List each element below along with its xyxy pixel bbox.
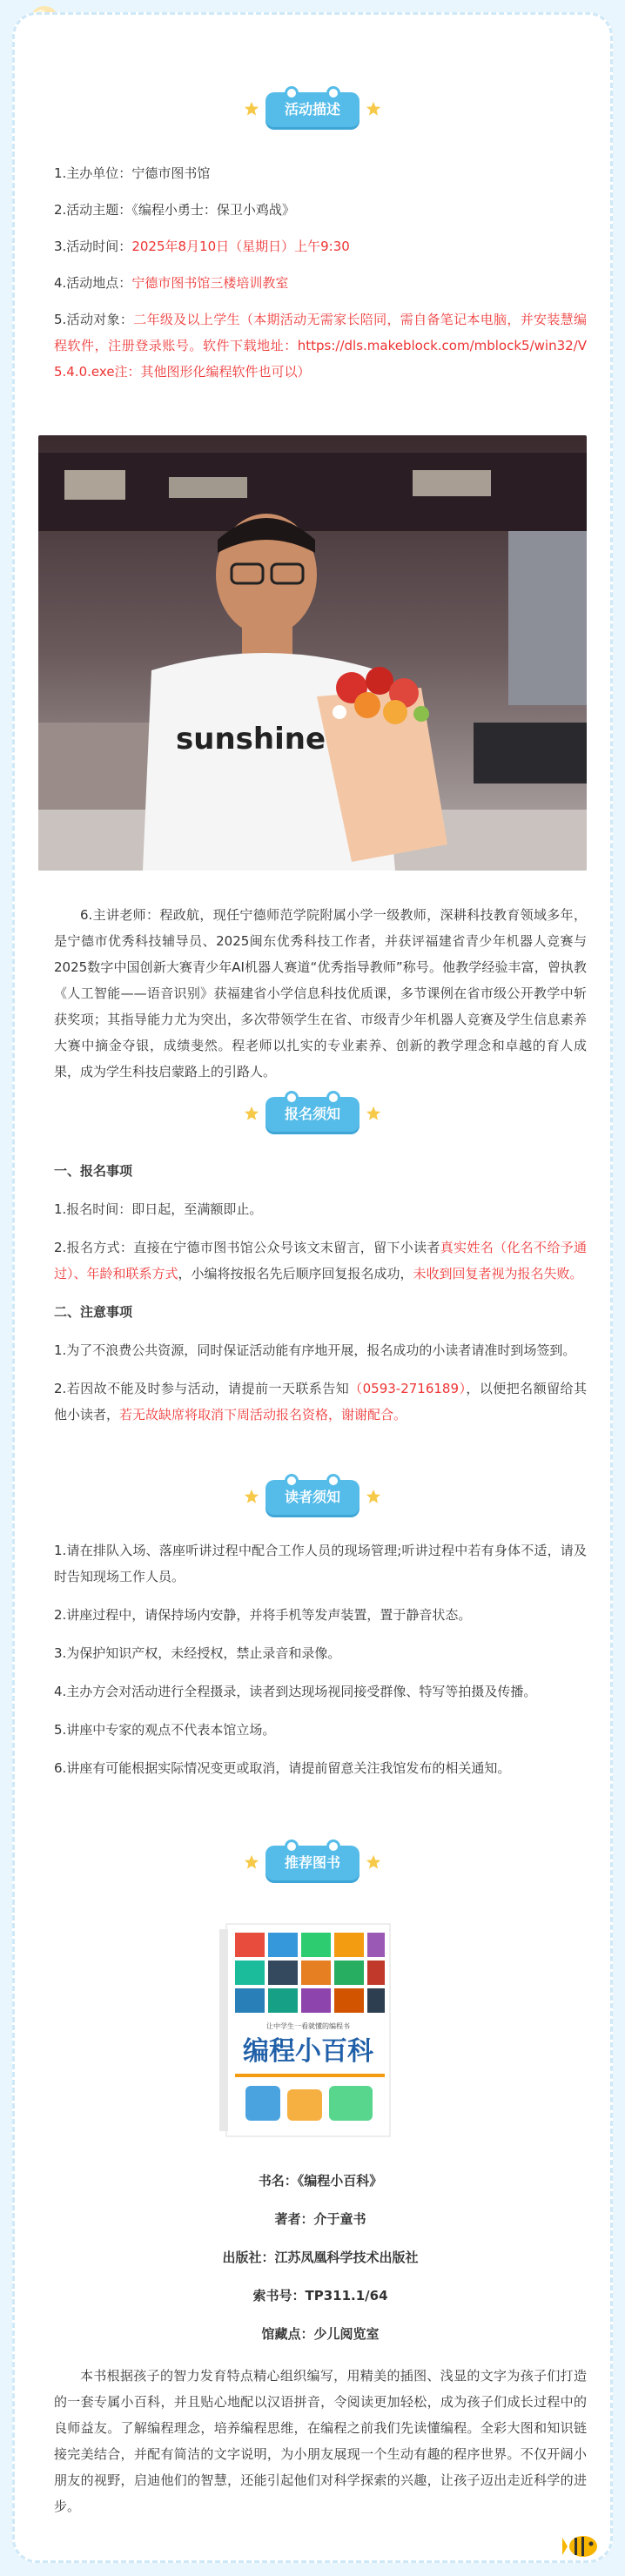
signup-details bbox=[54, 1158, 587, 1428]
star-icon bbox=[366, 101, 381, 117]
host-line: 1.主办单位：宁德市图书馆 bbox=[54, 165, 211, 181]
star-icon bbox=[366, 1854, 381, 1870]
signup-section-header bbox=[0, 1093, 625, 1135]
teacher-intro bbox=[54, 902, 587, 1085]
notice-1: 1.为了不浪费公共资源，同时保证活动能有序地开展，报名成功的小读者请准时到场签到。 bbox=[54, 1342, 576, 1358]
reader-note: 4.主办方会对活动进行全程摄录，读者到达现场视同接受群像、特写等拍摄及传播。 bbox=[54, 1684, 537, 1699]
book-author: 著者：介于童书 bbox=[274, 2211, 366, 2227]
star-icon bbox=[366, 1489, 381, 1504]
signup-heading-2: 二、注意事项 bbox=[54, 1304, 133, 1320]
reader-note: 2.讲座过程中，请保持场内安静，并将手机等发声装置，置于静音状态。 bbox=[54, 1607, 472, 1623]
shirt-text: sunshine bbox=[176, 722, 326, 757]
reader-note: 1.请在排队入场、落座听讲过程中配合工作人员的现场管理;听讲过程中若有身体不适，请及时告知现场工作人员。 bbox=[54, 1543, 587, 1584]
book-cover bbox=[193, 1912, 428, 2147]
target-line: 5.活动对象：二年级及以上学生（本期活动无需家长陪同，需自备笔记本电脑，并安装慧编程软件，注册登录账号。软件下载地址：https://dls.makeblock.com/mblock5/win32/V5.4.0.exe注：其他图形化编程软件也可以） bbox=[54, 312, 587, 380]
book-cover-illustration bbox=[193, 1912, 428, 2147]
book-info bbox=[54, 2168, 587, 2519]
activity-section-header bbox=[0, 89, 625, 131]
teacher-photo-illustration bbox=[38, 435, 587, 871]
book-location: 馆藏点：少儿阅览室 bbox=[261, 2326, 380, 2342]
time-line: 3.活动时间：2025年8月10日（星期日）上午9:30 bbox=[54, 239, 350, 254]
book-publisher: 出版社：江苏凤凰科学技术出版社 bbox=[222, 2250, 419, 2265]
book-name: 书名：《编程小百科》 bbox=[258, 2173, 383, 2189]
section-badge: 报名须知 bbox=[265, 1097, 360, 1132]
reader-note: 5.讲座中专家的观点不代表本馆立场。 bbox=[54, 1722, 276, 1738]
section-badge: 读者须知 bbox=[265, 1480, 360, 1515]
reader-section-header bbox=[0, 1476, 625, 1518]
star-icon bbox=[366, 1106, 381, 1121]
teacher-photo bbox=[38, 435, 587, 871]
reader-notes bbox=[54, 1537, 587, 1781]
star-icon bbox=[244, 1854, 259, 1870]
activity-details bbox=[54, 160, 587, 385]
book-section-header bbox=[0, 1842, 625, 1884]
star-icon bbox=[244, 1106, 259, 1121]
reader-note: 3.为保护知识产权，未经授权，禁止录音和录像。 bbox=[54, 1645, 341, 1661]
book-cover-title: 编程小百科 bbox=[243, 2036, 373, 2067]
signup-heading-1: 一、报名事项 bbox=[54, 1163, 133, 1179]
teacher-text: 6.主讲老师：程政航，现任宁德师范学院附属小学一级教师，深耕科技教育领域多年，是宁德市优秀科技辅导员、2025闽东优秀科技工作者，并获评福建省青少年机器人竞赛与2025数字中国创新大赛青少年AI机器人赛道“优秀指导教师”称号。他教学经验丰富，曾执教《人工智能——语音识别》获福建省小学信息科技优质课，多节课例在省市级公开教学中斩获奖项；其指导能力尤为突出，多次带领学生在省、市级青少年机器人竞赛及学生信息素养大赛中摘金夺银，成绩斐然。程老师以扎实的专业素养、创新的教学理念和卓越的育人成果，成为学生科技启蒙路上的引路人。 bbox=[54, 907, 587, 1079]
book-description: 本书根据孩子的智力发育特点精心组织编写，用精美的插图、浅显的文字为孩子们打造的一套专属小百科，并且贴心地配以汉语拼音，令阅读更加轻松，成为孩子们成长过程中的良师益友。了解编程理念，培养编程思维，在编程之前我们先读懂编程。全彩大图和知识链接完美结合，并配有简洁的文字说明，为小朋友展现一个生动有趣的程序世界。不仅开阔小朋友的视野，启迪他们的智慧，还能引起他们对科学探索的兴趣，让孩子迈出走近科学的进步。 bbox=[54, 2368, 587, 2514]
signup-time: 1.报名时间：即日起，至满额即止。 bbox=[54, 1201, 263, 1217]
section-badge: 推荐图书 bbox=[265, 1846, 360, 1880]
reader-note: 6.讲座有可能根据实际情况变更或取消，请提前留意关注我馆发布的相关通知。 bbox=[54, 1760, 511, 1776]
section-badge: 活动描述 bbox=[265, 92, 360, 127]
theme-line: 2.活动主题：《编程小勇士：保卫小鸡战》 bbox=[54, 202, 295, 218]
book-cover-subtitle: 让中学生一看就懂的编程书 bbox=[266, 2022, 350, 2030]
book-call-number: 索书号：TP311.1/64 bbox=[252, 2288, 388, 2304]
star-icon bbox=[244, 1489, 259, 1504]
star-icon bbox=[244, 101, 259, 117]
notice-2: 2.若因故不能及时参与活动，请提前一天联系告知（0593-2716189），以便把名额留给其他小读者，若无故缺席将取消下周活动报名资格，谢谢配合。 bbox=[54, 1381, 587, 1423]
signup-method: 2.报名方式：直接在宁德市图书馆公众号该文末留言，留下小读者真实姓名（化名不给予通过）、年龄和联系方式，小编将按报名先后顺序回复报名成功，未收到回复者视为报名失败。 bbox=[54, 1240, 587, 1281]
place-line: 4.活动地点：宁德市图书馆三楼培训教室 bbox=[54, 275, 289, 291]
fish-decoration-icon bbox=[562, 2529, 602, 2564]
